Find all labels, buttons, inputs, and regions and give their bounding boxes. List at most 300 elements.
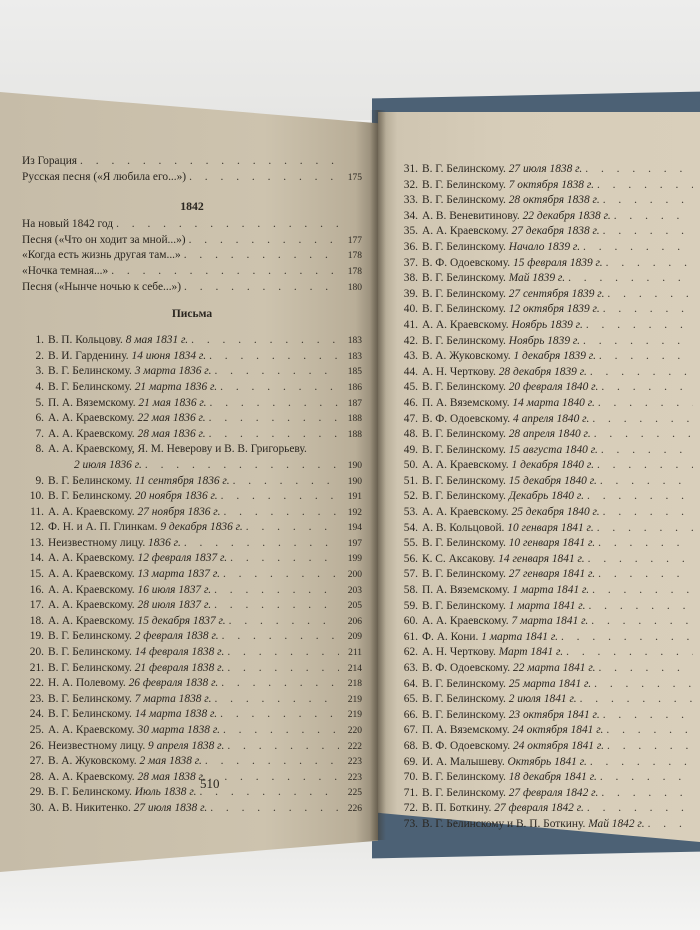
entry-recipient: В. Г. Белинскому и В. П. Боткину. bbox=[422, 817, 586, 830]
entry-number: 31. bbox=[403, 163, 418, 175]
entry-text bbox=[22, 280, 181, 296]
leader-dots bbox=[214, 598, 339, 614]
entry-recipient: П. А. Вяземскому. bbox=[422, 396, 510, 409]
entry-date: 22 марта 1841 г. bbox=[513, 662, 596, 674]
entry-date: 25 декабря 1840 г. bbox=[511, 506, 600, 519]
entry-page: 191 bbox=[347, 492, 362, 503]
letter-entry bbox=[396, 318, 696, 334]
entry-page: 192 bbox=[347, 507, 362, 518]
letter-entry bbox=[396, 677, 696, 693]
entry-date: 2 мая 1838 г. bbox=[139, 755, 202, 768]
letter-entry bbox=[396, 661, 696, 677]
leader-dots bbox=[597, 178, 693, 194]
leader-dots bbox=[607, 287, 693, 303]
entry-date: 30 марта 1838 г. bbox=[137, 724, 220, 736]
letter-entry bbox=[396, 380, 696, 396]
entry-recipient: А. А. Краевскому. bbox=[422, 225, 509, 238]
entry-recipient: В. Ф. Одоевскому. bbox=[422, 256, 511, 269]
leader-dots bbox=[223, 505, 339, 521]
leader-dots bbox=[184, 280, 339, 296]
entry-number: 43. bbox=[403, 350, 418, 363]
letter-entry bbox=[396, 334, 696, 350]
letter-entry bbox=[396, 287, 696, 303]
entry-recipient: В. Г. Белинскому. bbox=[48, 630, 132, 643]
entry-recipient: В. И. Гарденину. bbox=[48, 349, 129, 362]
entry-date: 20 ноября 1836 г. bbox=[134, 490, 218, 503]
letter-entry bbox=[22, 489, 362, 505]
letter-entry bbox=[22, 333, 362, 349]
leader-dots bbox=[588, 552, 693, 568]
letter-entry bbox=[396, 599, 696, 615]
letter-entry bbox=[22, 380, 362, 396]
letter-entry bbox=[396, 474, 696, 490]
entry-date: 1 декабря 1840 г. bbox=[511, 459, 594, 472]
entry-date: Май 1839 г. bbox=[508, 272, 566, 285]
entry-recipient: В. Г. Белинскому. bbox=[48, 474, 132, 487]
entry-number: 17. bbox=[29, 599, 44, 612]
entry-number: 27. bbox=[29, 755, 44, 768]
letter-entry bbox=[396, 443, 696, 459]
entry-text bbox=[422, 489, 584, 505]
entry-page: 188 bbox=[347, 414, 362, 425]
entry-text bbox=[422, 661, 595, 677]
entry-number: 68. bbox=[403, 739, 418, 752]
entry-text bbox=[422, 801, 584, 817]
entry-number: 35. bbox=[403, 225, 418, 238]
letter-entry bbox=[396, 178, 696, 194]
spacer bbox=[22, 295, 362, 305]
entry-text bbox=[422, 552, 585, 568]
entry-recipient: В. Г. Белинскому. bbox=[48, 380, 132, 393]
entry-text bbox=[48, 598, 211, 614]
entry-recipient: А. А. Краевскому. bbox=[48, 770, 135, 783]
letter-entry bbox=[396, 209, 696, 225]
letter-entry bbox=[22, 536, 362, 552]
leader-dots bbox=[191, 333, 339, 349]
letter-entry bbox=[396, 365, 696, 381]
entry-number: 58. bbox=[403, 584, 418, 597]
entry-date: Июль 1838 г. bbox=[134, 786, 197, 799]
entry-number: 65. bbox=[403, 693, 418, 706]
entry-page: 200 bbox=[347, 570, 362, 581]
entry-text bbox=[48, 785, 196, 801]
entry-text bbox=[48, 396, 207, 412]
right-page-contents bbox=[396, 162, 696, 833]
entry-date: 27 июля 1838 г. bbox=[133, 801, 208, 814]
entry-recipient: В. Г. Белинскому. bbox=[422, 428, 506, 441]
entry-date: Октябрь 1841 г. bbox=[507, 755, 587, 768]
leader-dots bbox=[601, 380, 693, 396]
entry-number: 67. bbox=[403, 724, 418, 737]
leader-dots bbox=[594, 427, 693, 443]
entry-text bbox=[74, 458, 142, 474]
entry-number: 18. bbox=[29, 614, 44, 627]
entry-date: 27 генваря 1841 г. bbox=[508, 568, 596, 581]
entry-text bbox=[422, 271, 565, 287]
entry-text bbox=[48, 692, 211, 708]
leader-dots bbox=[601, 443, 693, 459]
leader-dots bbox=[600, 770, 693, 786]
book-gutter bbox=[370, 110, 386, 840]
entry-page: 211 bbox=[348, 648, 362, 659]
leader-dots bbox=[583, 240, 693, 256]
leader-dots bbox=[603, 224, 693, 240]
entry-text bbox=[48, 583, 211, 599]
leader-dots bbox=[209, 411, 339, 427]
entry-text bbox=[48, 505, 220, 521]
letter-entry bbox=[22, 520, 362, 536]
entry-recipient: В. Г. Белинскому. bbox=[422, 693, 506, 706]
entry-text bbox=[422, 599, 585, 615]
entry-text bbox=[22, 170, 186, 186]
letter-entry bbox=[396, 645, 696, 661]
entry-title: Из Горация bbox=[22, 155, 78, 167]
entry-date: 21 марта 1836 г. bbox=[134, 380, 218, 393]
entry-date: Ноябрь 1839 г. bbox=[511, 318, 583, 331]
entry-text bbox=[48, 614, 226, 630]
entry-text bbox=[422, 396, 595, 412]
leader-dots bbox=[223, 567, 339, 583]
entry-number: 59. bbox=[403, 599, 418, 612]
entry-recipient: А. А. Краевскому. bbox=[422, 459, 509, 472]
entry-date: Начало 1839 г. bbox=[508, 240, 581, 253]
entry-page: 222 bbox=[347, 741, 362, 752]
entry-recipient: В. Г. Белинскому. bbox=[422, 287, 506, 300]
leader-dots bbox=[583, 334, 693, 350]
entry-text bbox=[422, 630, 558, 646]
entry-date: 22 декабря 1838 г. bbox=[522, 209, 611, 222]
entry-text bbox=[48, 645, 224, 661]
entry-text bbox=[22, 217, 113, 233]
leader-dots bbox=[205, 754, 339, 770]
entry-date: Май 1842 г. bbox=[588, 817, 645, 830]
letter-entry bbox=[396, 801, 696, 817]
entry-recipient: Неизвестному лицу. bbox=[48, 739, 146, 752]
entry-number: 16. bbox=[29, 583, 44, 596]
entry-recipient: В. Ф. Одоевскому. bbox=[422, 412, 511, 425]
entry-text bbox=[48, 349, 206, 365]
letter-entry bbox=[396, 739, 696, 755]
letter-entry bbox=[396, 162, 696, 178]
letter-entry bbox=[396, 412, 696, 428]
entry-text bbox=[48, 520, 243, 536]
letter-entry bbox=[396, 630, 696, 646]
entry-title: Песня («Что он ходит за мной...») bbox=[22, 233, 186, 246]
leader-dots bbox=[561, 630, 693, 646]
toc-entry bbox=[22, 233, 362, 249]
letter-entry bbox=[22, 364, 362, 380]
entry-text bbox=[422, 256, 603, 272]
entry-date: 27 ноября 1836 г. bbox=[137, 505, 221, 518]
entry-page: 187 bbox=[347, 398, 362, 409]
entry-text bbox=[22, 264, 108, 280]
entry-number: 60. bbox=[403, 615, 418, 628]
entry-number: 40. bbox=[403, 303, 418, 316]
entry-number: 39. bbox=[403, 287, 418, 300]
leader-dots bbox=[214, 364, 339, 380]
entry-text bbox=[22, 233, 186, 249]
entry-text bbox=[422, 567, 595, 583]
entry-recipient: В. Г. Белинскому. bbox=[422, 272, 506, 285]
entry-recipient: А. А. Краевскому. bbox=[48, 412, 135, 425]
entry-number: 15. bbox=[29, 568, 44, 581]
entry-text bbox=[422, 708, 600, 724]
entry-number: 73. bbox=[403, 817, 418, 830]
letter-entry bbox=[22, 801, 362, 817]
letter-entry bbox=[396, 786, 696, 802]
leader-dots bbox=[597, 458, 693, 474]
entry-date: 14 марта 1838 г. bbox=[134, 708, 218, 721]
entry-text bbox=[422, 521, 594, 537]
entry-text bbox=[422, 817, 645, 833]
letter-entry bbox=[396, 271, 696, 287]
entry-recipient: Ф. Н. и А. П. Глинкам. bbox=[48, 521, 158, 534]
entry-date: 26 февраля 1838 г. bbox=[128, 677, 219, 690]
entry-page: 225 bbox=[347, 788, 362, 799]
entry-recipient: А. Н. Черткову. bbox=[422, 646, 496, 659]
entry-recipient: А. А. Краевскому. bbox=[48, 568, 135, 581]
entry-date: 27 февраля 1842 г. bbox=[508, 786, 599, 799]
entry-text bbox=[422, 349, 596, 365]
entry-date: 12 февраля 1837 г. bbox=[137, 552, 228, 565]
leader-dots bbox=[220, 380, 339, 396]
entry-number: 19. bbox=[29, 630, 44, 643]
letter-entry bbox=[22, 567, 362, 583]
entry-recipient: В. Г. Белинскому. bbox=[48, 661, 132, 674]
leader-dots bbox=[614, 209, 693, 225]
entry-number: 13. bbox=[29, 536, 44, 549]
leader-dots bbox=[588, 599, 693, 615]
leader-dots bbox=[603, 302, 693, 318]
leader-dots bbox=[591, 614, 693, 630]
entry-date: 15 декабря 1840 г. bbox=[508, 474, 597, 487]
leader-dots bbox=[116, 217, 339, 233]
entry-text bbox=[48, 380, 217, 396]
entry-text bbox=[422, 318, 583, 334]
leader-dots bbox=[184, 536, 339, 552]
entry-number: 57. bbox=[403, 568, 418, 581]
letter-entry bbox=[396, 755, 696, 771]
toc-entry bbox=[22, 264, 362, 280]
entry-recipient: А. А. Краевскому, Я. М. Неверову и В. В. Григорьеву. bbox=[48, 443, 307, 456]
entry-number: 1. bbox=[35, 334, 44, 347]
entry-text bbox=[48, 676, 218, 692]
entry-text bbox=[22, 248, 181, 264]
entry-number: 5. bbox=[35, 396, 44, 409]
toc-entry bbox=[22, 217, 362, 233]
entry-recipient: В. Г. Белинскому. bbox=[422, 240, 506, 253]
leader-dots bbox=[586, 318, 693, 334]
entry-text bbox=[48, 661, 224, 677]
entry-date: 28 мая 1836 г. bbox=[137, 427, 206, 440]
entry-recipient: В. Г. Белинскому. bbox=[422, 599, 506, 612]
entry-date: 27 февраля 1842 г. bbox=[494, 802, 584, 815]
letter-entry bbox=[396, 224, 696, 240]
entry-recipient: В. Г. Белинскому. bbox=[48, 786, 132, 799]
entry-page: 205 bbox=[347, 601, 362, 612]
entry-recipient: В. Г. Белинскому. bbox=[48, 365, 132, 378]
leader-dots bbox=[184, 248, 339, 264]
entry-number: 36. bbox=[403, 240, 418, 253]
entry-number: 46. bbox=[403, 396, 418, 409]
entry-date: 27 июля 1838 г. bbox=[508, 163, 583, 175]
leader-dots bbox=[230, 551, 339, 567]
entry-recipient: В. Г. Белинскому. bbox=[48, 646, 132, 659]
leader-dots bbox=[568, 271, 693, 287]
entry-number: 64. bbox=[403, 677, 418, 690]
entry-page: 175 bbox=[347, 172, 362, 183]
entry-number: 63. bbox=[403, 662, 418, 674]
letter-entry bbox=[396, 583, 696, 599]
entry-date: 25 марта 1841 г. bbox=[508, 677, 592, 690]
entry-number: 30. bbox=[29, 801, 44, 814]
year-heading: 1842 bbox=[180, 199, 204, 214]
entry-recipient: Неизвестному лицу. bbox=[48, 536, 146, 549]
entry-text bbox=[422, 692, 577, 708]
entry-text bbox=[48, 707, 217, 723]
entry-date: 21 мая 1836 г. bbox=[138, 396, 207, 409]
letters-heading: Письма bbox=[171, 308, 213, 321]
entry-text bbox=[48, 551, 227, 567]
entry-title: «Ночка темная...» bbox=[22, 264, 109, 277]
entry-number: 51. bbox=[403, 474, 418, 487]
entry-page: 223 bbox=[347, 757, 362, 768]
entry-date: 11 сентября 1836 г. bbox=[134, 474, 230, 487]
letter-entry bbox=[396, 458, 696, 474]
entry-date: 10 генваря 1841 г. bbox=[508, 537, 596, 550]
entry-recipient: А. А. Краевскому. bbox=[422, 318, 509, 331]
leader-dots bbox=[599, 349, 693, 365]
letter-entry bbox=[396, 723, 696, 739]
letter-entry bbox=[396, 817, 696, 833]
letter-entry bbox=[396, 193, 696, 209]
entry-date: 1836 г. bbox=[148, 536, 181, 549]
leader-dots bbox=[111, 264, 339, 280]
entry-date: 7 марта 1841 г. bbox=[511, 615, 589, 628]
letter-entry bbox=[22, 442, 362, 458]
entry-recipient: В. Г. Белинскому. bbox=[48, 708, 132, 721]
entry-date: 9 декабря 1836 г. bbox=[160, 521, 243, 534]
entry-recipient: А. Н. Черткову. bbox=[422, 365, 496, 378]
toc-entry bbox=[22, 154, 362, 170]
letter-entry bbox=[22, 551, 362, 567]
letter-entry bbox=[396, 396, 696, 412]
entry-recipient: В. Г. Белинскому. bbox=[422, 490, 506, 503]
entry-text bbox=[48, 474, 230, 490]
entry-text bbox=[22, 154, 77, 170]
entry-date: 1 марта 1841 г. bbox=[512, 584, 590, 597]
leader-dots bbox=[189, 170, 339, 186]
leader-dots bbox=[214, 692, 339, 708]
entry-number: 10. bbox=[29, 490, 44, 503]
entry-page: 178 bbox=[347, 266, 362, 277]
entry-text bbox=[422, 209, 611, 225]
entry-date: 23 октября 1841 г. bbox=[508, 708, 600, 721]
entry-text bbox=[422, 770, 597, 786]
entry-recipient: К. С. Аксакову. bbox=[422, 552, 496, 565]
leader-dots bbox=[592, 412, 693, 428]
entry-recipient: В. Г. Белинскому. bbox=[422, 334, 506, 347]
entry-text bbox=[48, 754, 202, 770]
entry-date: 2 июля 1841 г. bbox=[508, 693, 577, 706]
entry-page: 218 bbox=[347, 679, 362, 690]
entry-page: 209 bbox=[347, 632, 362, 643]
letter-entry bbox=[22, 645, 362, 661]
entry-recipient: В. Г. Белинскому. bbox=[422, 537, 506, 550]
letter-entry bbox=[22, 411, 362, 427]
entry-recipient: В. Г. Белинскому. bbox=[422, 677, 506, 690]
entry-recipient: А. А. Краевскому. bbox=[48, 583, 135, 596]
entry-title: Песня («Нынче ночью к себе...») bbox=[22, 280, 182, 293]
leader-dots bbox=[221, 676, 339, 692]
entry-text bbox=[422, 178, 594, 194]
entry-recipient: В. П. Боткину. bbox=[422, 802, 492, 815]
entry-page: 219 bbox=[347, 710, 362, 721]
leader-dots bbox=[209, 349, 339, 365]
entry-date: 27 сентября 1839 г. bbox=[508, 287, 605, 300]
entry-recipient: П. А. Вяземскому. bbox=[48, 396, 136, 409]
entry-date: 10 генваря 1841 г. bbox=[507, 521, 594, 534]
leader-dots bbox=[606, 723, 693, 739]
leader-dots bbox=[587, 489, 693, 505]
entry-date: 21 февраля 1838 г. bbox=[134, 661, 225, 674]
entry-number: 55. bbox=[403, 537, 418, 550]
entry-number: 52. bbox=[403, 490, 418, 503]
leader-dots bbox=[590, 365, 693, 381]
leader-dots bbox=[587, 801, 693, 817]
entry-recipient: В. Ф. Одоевскому. bbox=[422, 739, 511, 752]
entry-page: 180 bbox=[347, 282, 362, 293]
letter-entry bbox=[396, 614, 696, 630]
entry-page: 199 bbox=[347, 554, 362, 565]
entry-text bbox=[422, 645, 563, 661]
letter-entry bbox=[396, 489, 696, 505]
leader-dots bbox=[607, 739, 693, 755]
entry-page: 190 bbox=[347, 460, 362, 471]
entry-recipient: В. Г. Белинскому. bbox=[48, 692, 132, 705]
entry-date: 24 октября 1841 г. bbox=[512, 724, 604, 737]
entry-number: 72. bbox=[403, 802, 418, 815]
entry-page: 178 bbox=[347, 251, 362, 262]
entry-date: 1 марта 1841 г. bbox=[508, 599, 586, 612]
entry-date: 12 октября 1839 г. bbox=[508, 303, 600, 316]
entry-recipient: В. Г. Белинскому. bbox=[422, 303, 506, 316]
leader-dots bbox=[592, 583, 693, 599]
leader-dots bbox=[210, 396, 339, 412]
letter-entry bbox=[396, 256, 696, 272]
entry-number: 53. bbox=[403, 506, 418, 519]
entry-date: 20 февраля 1840 г. bbox=[508, 381, 599, 394]
leader-dots bbox=[601, 786, 693, 802]
entry-recipient: В. Г. Белинскому. bbox=[422, 178, 506, 191]
entry-date: 7 марта 1838 г. bbox=[134, 692, 212, 705]
letter-entry bbox=[22, 629, 362, 645]
entry-text bbox=[48, 739, 224, 755]
letter-entry bbox=[22, 723, 362, 739]
letter-entry bbox=[22, 739, 362, 755]
leader-dots bbox=[597, 521, 693, 537]
leader-dots bbox=[246, 520, 339, 536]
letter-entry bbox=[396, 567, 696, 583]
entry-date: 7 октября 1838 г. bbox=[508, 178, 594, 191]
entry-recipient: В. П. Кольцову. bbox=[48, 334, 123, 347]
entry-recipient: В. Ф. Одоевскому. bbox=[422, 662, 511, 674]
entry-text bbox=[48, 411, 206, 427]
entry-date: 27 декабря 1838 г. bbox=[511, 225, 600, 238]
entry-number: 4. bbox=[35, 380, 44, 393]
entry-text bbox=[422, 474, 597, 490]
entry-text bbox=[422, 412, 589, 428]
